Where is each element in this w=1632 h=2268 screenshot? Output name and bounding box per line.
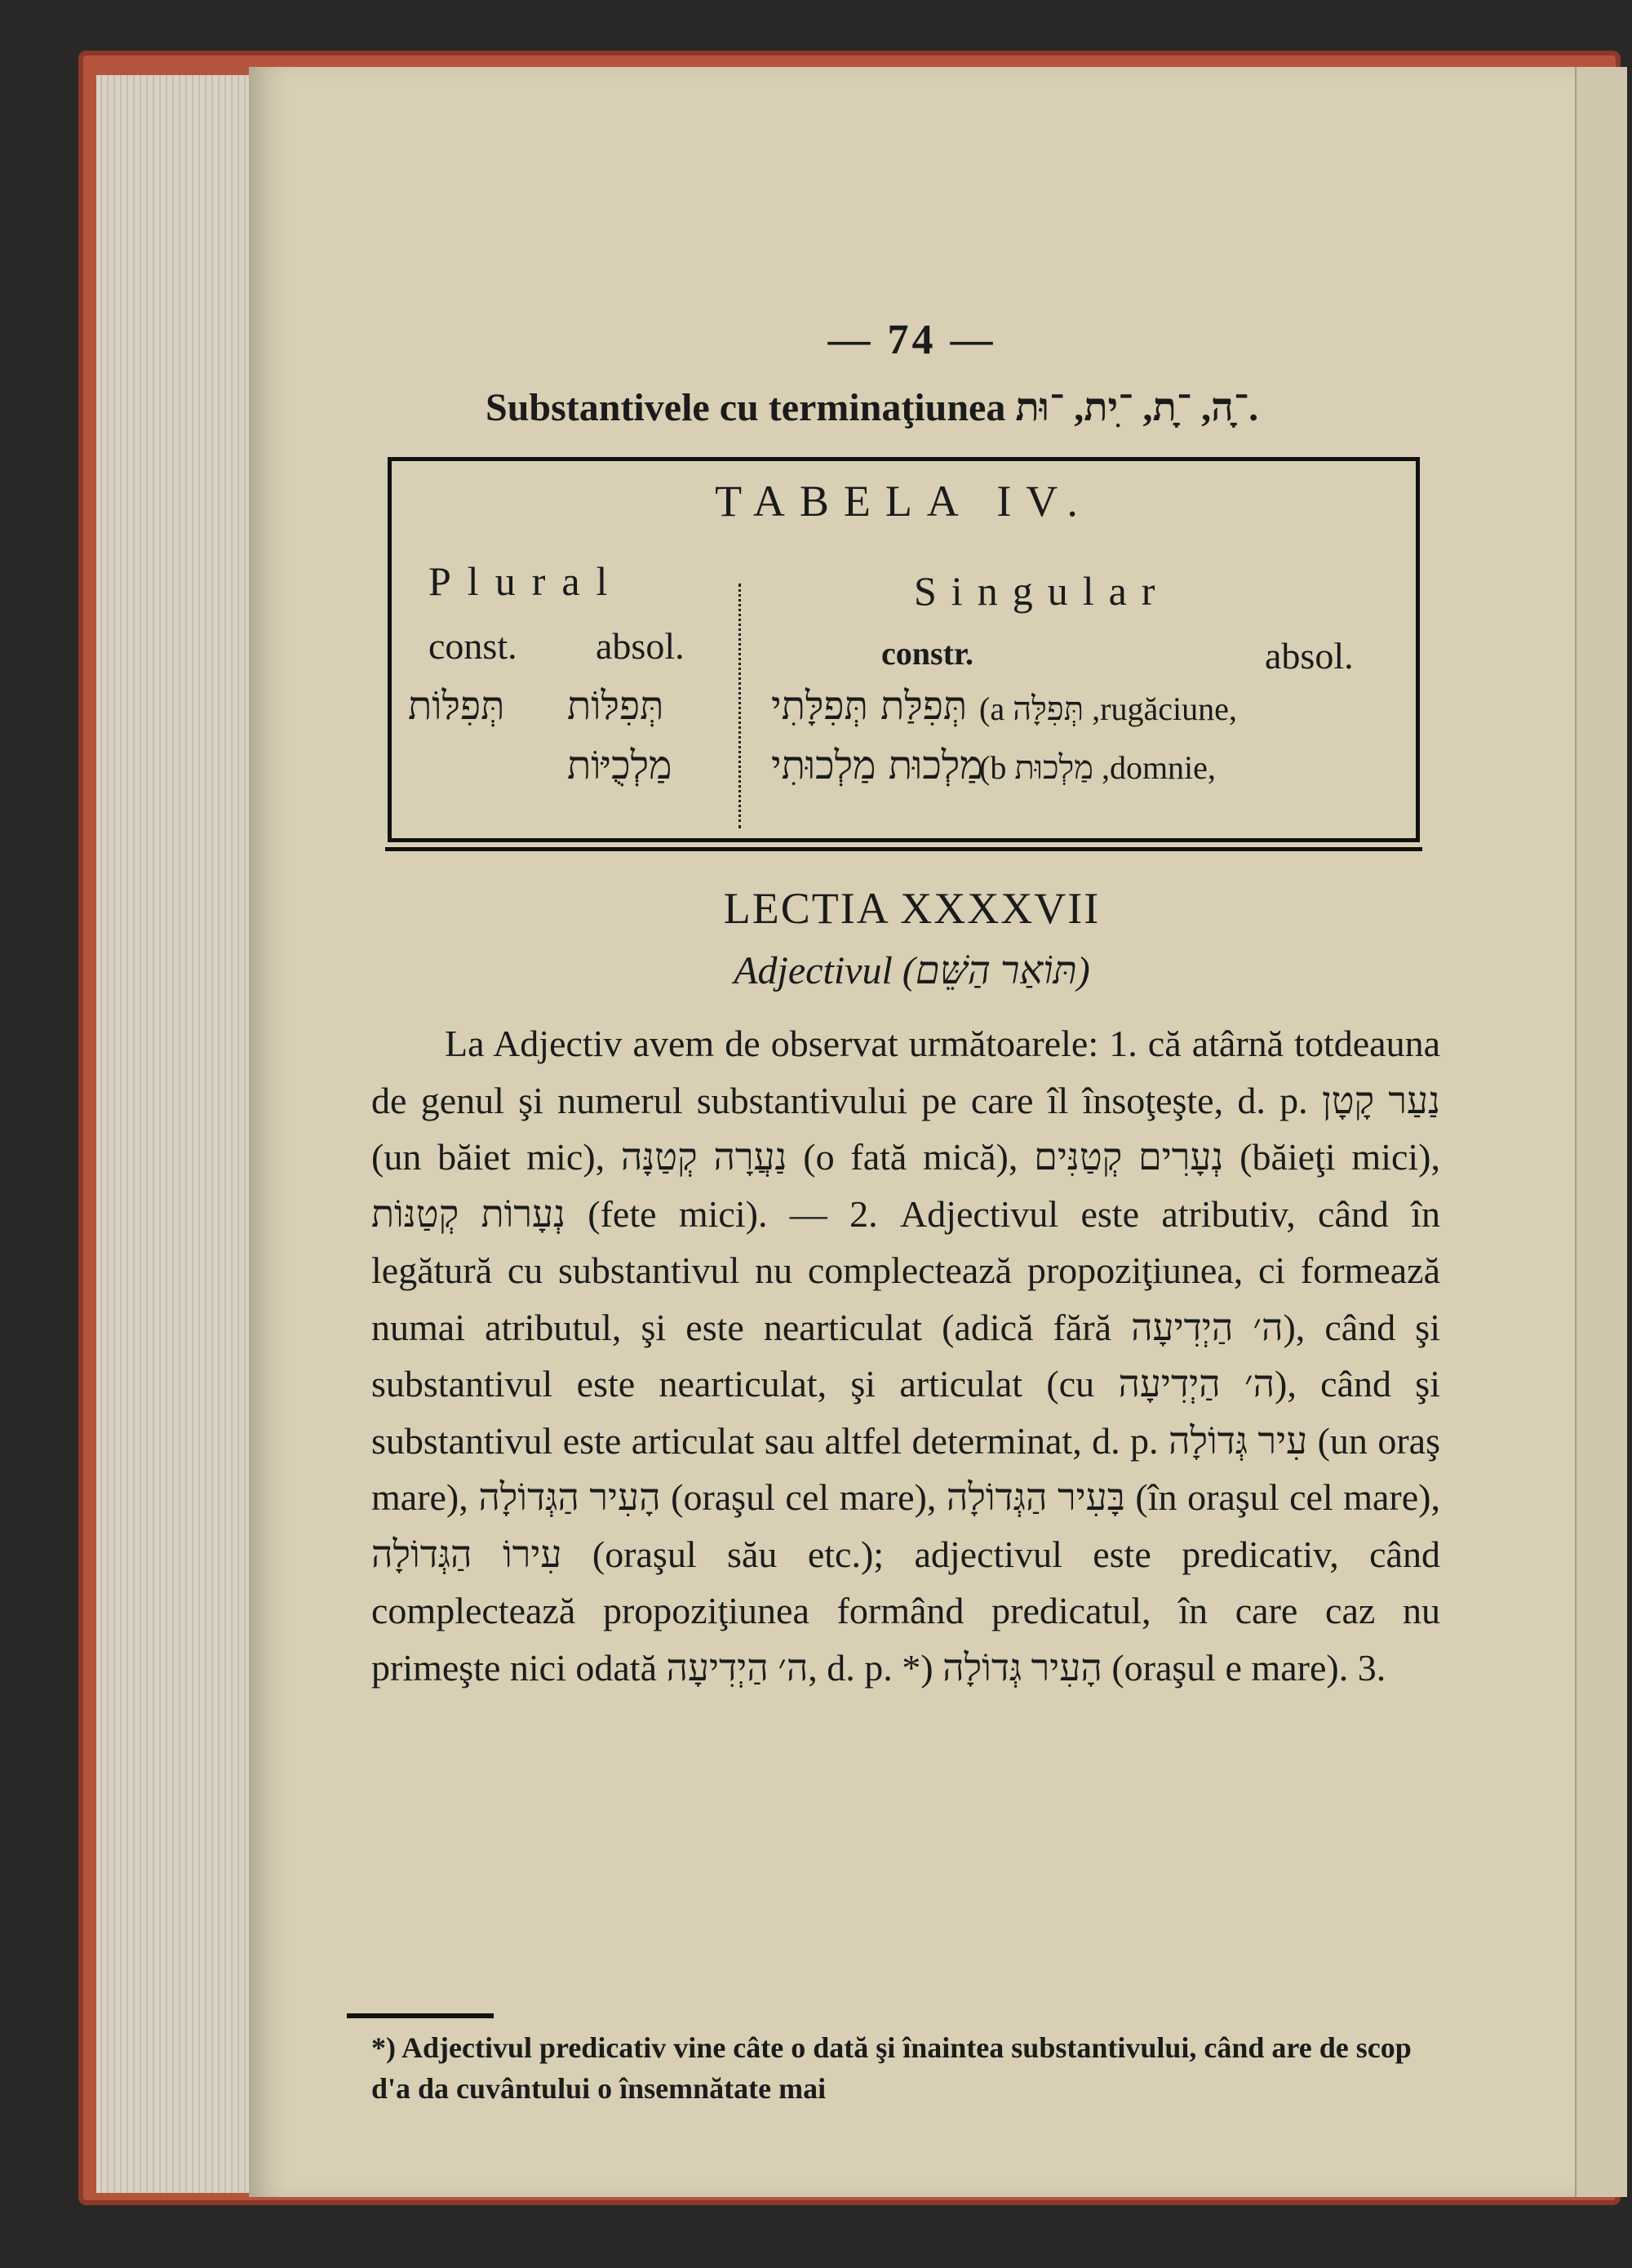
- footnote-rule: [347, 2013, 494, 2018]
- lesson-subtitle: Adjectivul (תּוֹאַר הַשֵּׁם): [734, 949, 1090, 992]
- body-text: [371, 1015, 1440, 1696]
- table-iv: [388, 457, 1420, 842]
- row-a-plural-const: תְּפִלּוֹת: [408, 683, 505, 729]
- table-title: TABELA IV.: [715, 477, 1093, 526]
- table-divider: [738, 584, 741, 828]
- row-b-singular-absol: (b מַלְכוּת ,domnie,: [979, 749, 1216, 786]
- lesson-title: LECTIA XXXXVII: [723, 884, 1101, 933]
- footnote: *) Adjectivul predicativ vine câte o dată şi înaintea substantivului, când are de scop d'a da cuvântului o însemnătate mai: [371, 2031, 1412, 2105]
- row-b-singular-constr: מַלְכוּת מַלְכוּתִי: [771, 743, 983, 788]
- plural-header: Plural: [428, 558, 624, 604]
- page-number: — 74 —: [827, 317, 996, 363]
- plural-absol-header: absol.: [596, 625, 685, 667]
- row-a-singular-constr: תְּפִלַּת תְּפִלָּתִי: [771, 683, 968, 729]
- book-page: [249, 67, 1575, 2197]
- section-heading: Substantivele cu terminaţiunea ־ָה, ־ָת, ־ִית, ־וּת.: [486, 386, 1259, 429]
- singular-absol-header: absol.: [1265, 635, 1354, 677]
- plural-const-header: const.: [428, 625, 517, 667]
- singular-header: Singular: [914, 568, 1170, 614]
- page-edges: [96, 75, 251, 2193]
- body-paragraph: La Adjectiv avem de observat următoarele: 1. că atârnă totdeauna de genul şi numerul substantivului pe care îl însoţeşte, d. p. נַעַר קָטָן (un băiet mic), נַעֲרָה קְטַנָּה (o fată mică), נְעָרִים קְטַנִּים (băieţi mici), נְעָרוֹת קְטַנּוֹת (fete mici). — 2. Adjectivul este atributiv, când în legătură cu substantivul nu complectează propoziţiunea, ci formează numai atributul, şi este nearticulat (adică fără ה׳ הַיְדִיעָה), când şi substantivul este nearticulat, şi articulat (cu ה׳ הַיְדִיעָה), când şi substantivul este articulat sau altfel determinat, d. p. עִיר גְּדוֹלָה (un oraş mare), הָעִיר הַגְּדוֹלָה (oraşul cel mare), בָּעִיר הַגְּדוֹלָה (în oraşul cel mare), עִירוֹ הַגְּדוֹלָה (oraşul său etc.); adjectivul este predicativ, când complectează propoziţiunea formând predicatul, în care caz nu primeşte nici odată ה׳ הַיְדִיעָה, d. p. *) הָעִיר גְּדוֹלָה (oraşul e mare). 3.: [371, 1023, 1441, 1689]
- row-a-plural-absol: תְּפִלּוֹת: [567, 683, 664, 729]
- row-b-plural-absol: מַלְכֻיּוֹת: [567, 743, 672, 788]
- row-a-singular-absol: (a תְּפִלָּה ,rugăciune,: [979, 690, 1237, 727]
- singular-constr-header: constr.: [881, 635, 973, 672]
